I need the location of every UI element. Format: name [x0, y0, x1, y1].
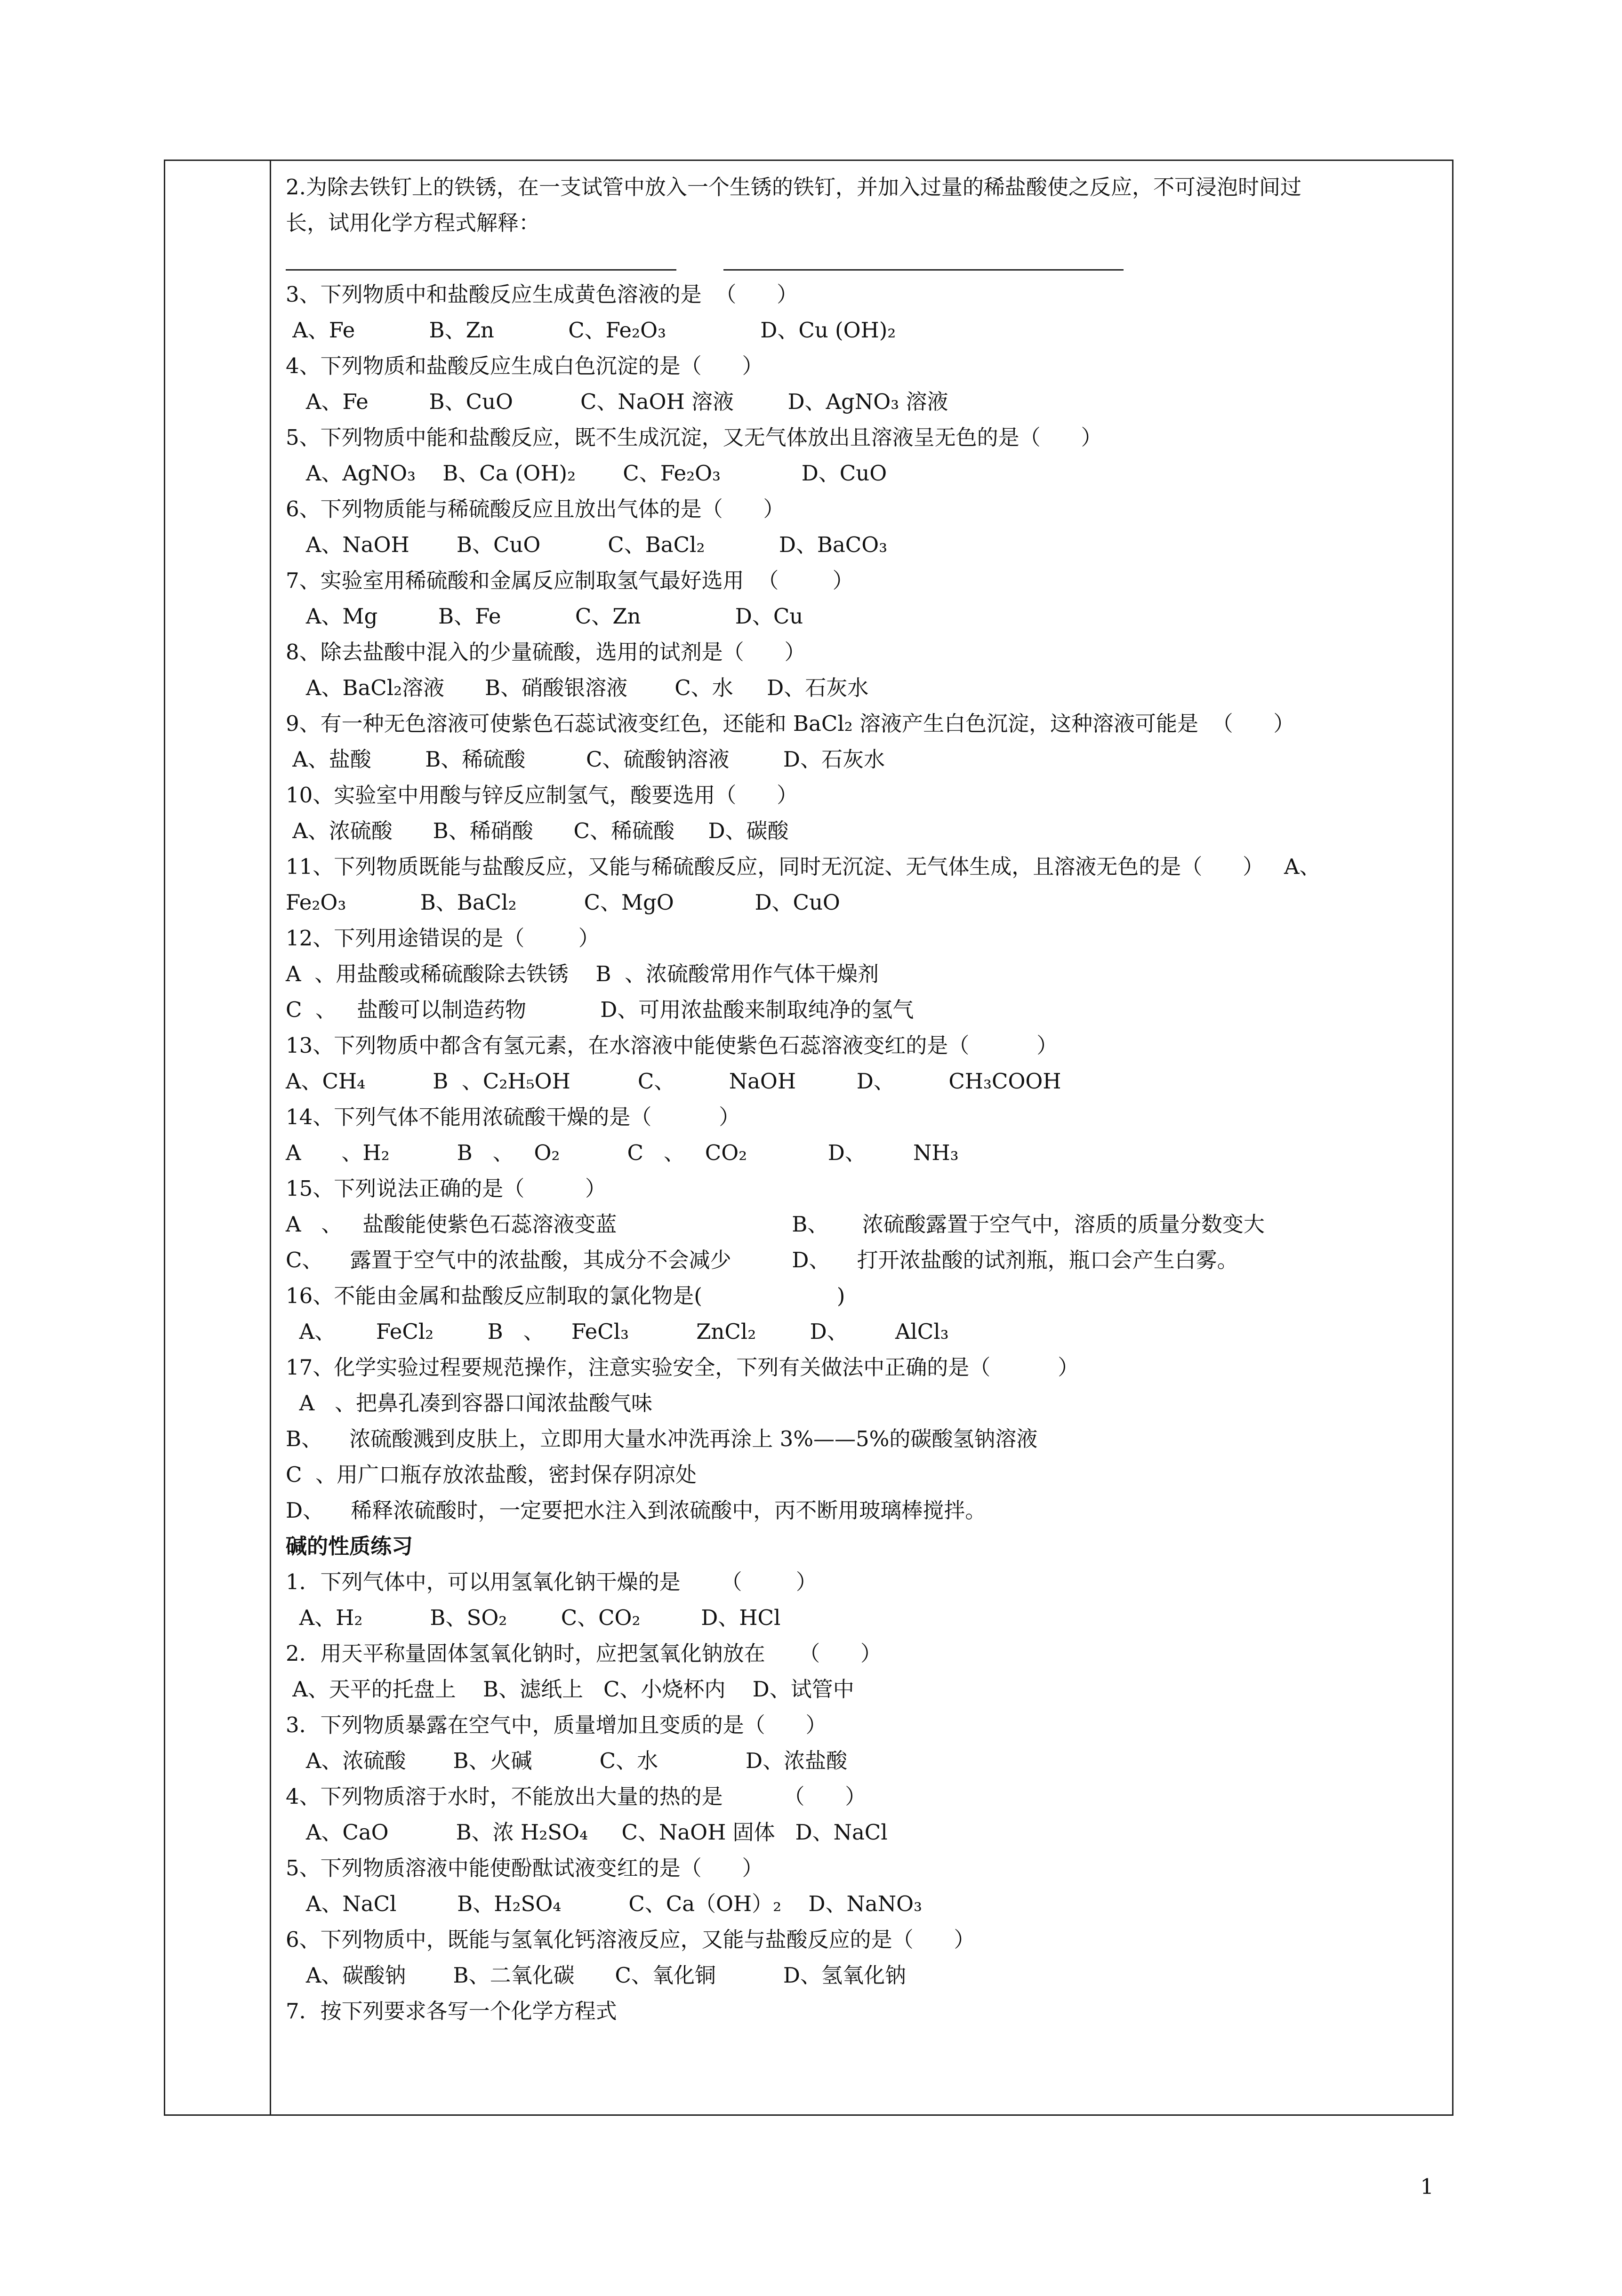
option-line: D、 稀释浓硫酸时，一定要把水注入到浓硫酸中，丙不断用玻璃棒搅拌。: [286, 1498, 987, 1523]
question-line: 1．下列气体中，可以用氢氧化钠干燥的是 （ ）: [286, 1569, 817, 1594]
question-line: 13、下列物质中都含有氢元素，在水溶液中能使紫色石蕊溶液变红的是（ ）: [286, 1033, 1058, 1058]
option-line: C 、 盐酸可以制造药物 D、可用浓盐酸来制取纯净的氢气: [286, 997, 914, 1022]
question-line: 14、下列气体不能用浓硫酸干燥的是（ ）: [286, 1104, 740, 1129]
option-line: A、Mg B、Fe C、Zn D、Cu: [286, 604, 803, 629]
question-line: 3、下列物质中和盐酸反应生成黄色溶液的是 （ ）: [286, 282, 798, 307]
answer-blank[interactable]: [286, 269, 676, 271]
option-line: C、 露置于空气中的浓盐酸，其成分不会减少 D、 打开浓盐酸的试剂瓶，瓶口会产生白雾。: [286, 1248, 1238, 1272]
question-line: 12、下列用途错误的是（ ）: [286, 926, 600, 951]
option-line: A、盐酸 B、稀硫酸 C、硫酸钠溶液 D、石灰水: [286, 747, 885, 772]
question-line: 17、化学实验过程要规范操作，注意实验安全，下列有关做法中正确的是（ ）: [286, 1355, 1079, 1380]
question-line: 2.为除去铁钉上的铁锈，在一支试管中放入一个生锈的铁钉，并加入过量的稀盐酸使之反应，不可浸泡时间过: [286, 175, 1301, 200]
option-line: B、 浓硫酸溅到皮肤上，立即用大量水冲洗再涂上 3%——5%的碳酸氢钠溶液: [286, 1426, 1038, 1451]
option-line: A、Fe B、Zn C、Fe₂O₃ D、Cu (OH)₂: [286, 318, 896, 343]
question-line: 10、实验室中用酸与锌反应制氢气，酸要选用（ ）: [286, 783, 798, 808]
answer-blank-row: [286, 241, 1448, 277]
option-line: A、 FeCl₂ B 、 FeCl₃ ZnCl₂ D、 AlCl₃: [286, 1319, 949, 1344]
option-line: A、CaO B、浓 H₂SO₄ C、NaOH 固体 D、NaCl: [286, 1820, 888, 1845]
option-line: A、Fe B、CuO C、NaOH 溶液 D、AgNO₃ 溶液: [286, 389, 948, 414]
section-heading: 碱的性质练习: [286, 1534, 413, 1559]
option-line: A 、 盐酸能使紫色石蕊溶液变蓝 B、 浓硫酸露置于空气中，溶质的质量分数变大: [286, 1212, 1265, 1237]
option-line: A、浓硫酸 B、火碱 C、水 D、浓盐酸: [286, 1748, 848, 1773]
option-line: Fe₂O₃ B、BaCl₂ C、MgO D、CuO: [286, 890, 840, 915]
option-line: C 、用广口瓶存放浓盐酸，密封保存阴凉处: [286, 1462, 697, 1487]
option-line: A、CH₄ B 、C₂H₅OH C、 NaOH D、 CH₃COOH: [286, 1069, 1061, 1094]
question-line: 7、实验室用稀硫酸和金属反应制取氢气最好选用 （ ）: [286, 568, 854, 593]
option-line: A、AgNO₃ B、Ca (OH)₂ C、Fe₂O₃ D、CuO: [286, 461, 887, 486]
option-line: A 、用盐酸或稀硫酸除去铁锈 B 、浓硫酸常用作气体干燥剂: [286, 961, 879, 986]
option-line: A 、H₂ B 、 O₂ C 、 CO₂ D、 NH₃: [286, 1140, 959, 1165]
option-line: A、BaCl₂溶液 B、硝酸银溶液 C、水 D、石灰水: [286, 675, 869, 700]
worksheet-table: [164, 160, 1453, 2116]
question-line: 6、下列物质中，既能与氢氧化钙溶液反应，又能与盐酸反应的是（ ）: [286, 1927, 975, 1952]
question-line: 7．按下列要求各写一个化学方程式: [286, 1999, 617, 2024]
question-line: 3．下列物质暴露在空气中，质量增加且变质的是（ ）: [286, 1712, 827, 1737]
option-line: A、碳酸钠 B、二氧化碳 C、氧化铜 D、氢氧化钠: [286, 1963, 906, 1988]
option-line: A、NaCl B、H₂SO₄ C、Ca（OH）₂ D、NaNO₃: [286, 1891, 922, 1916]
question-line: 15、下列说法正确的是（ ）: [286, 1176, 606, 1201]
question-content: [286, 169, 1448, 2029]
question-line: 2．用天平称量固体氢氧化钠时，应把氢氧化钠放在 （ ）: [286, 1641, 882, 1666]
answer-blank[interactable]: [723, 269, 1124, 271]
question-line: 长，试用化学方程式解释：: [286, 210, 540, 235]
question-line: 16、不能由金属和盐酸反应制取的氯化物是( ): [286, 1283, 845, 1308]
option-line: A、H₂ B、SO₂ C、CO₂ D、HCl: [286, 1605, 781, 1630]
left-column: [165, 161, 271, 2114]
question-line: 8、除去盐酸中混入的少量硫酸，选用的试剂是（ ）: [286, 640, 806, 664]
question-line: 4、下列物质和盐酸反应生成白色沉淀的是（ ）: [286, 353, 763, 378]
option-line: A、NaOH B、CuO C、BaCl₂ D、BaCO₃: [286, 532, 888, 557]
option-line: A、浓硫酸 B、稀硝酸 C、稀硫酸 D、碳酸: [286, 818, 789, 843]
question-line: 9、有一种无色溶液可使紫色石蕊试液变红色，还能和 BaCl₂ 溶液产生白色沉淀，这种溶液可能是 （ ）: [286, 711, 1295, 736]
option-line: A、天平的托盘上 B、滤纸上 C、小烧杯内 D、试管中: [286, 1677, 854, 1702]
option-line: A 、把鼻孔凑到容器口闻浓盐酸气味: [286, 1391, 653, 1416]
question-line: 5、下列物质溶液中能使酚酞试液变红的是（ ）: [286, 1856, 763, 1880]
question-line: 11、下列物质既能与盐酸反应，又能与稀硫酸反应，同时无沉淀、无气体生成，且溶液无色的是（ ） A、: [286, 854, 1321, 879]
question-line: 5、下列物质中能和盐酸反应，既不生成沉淀，又无气体放出且溶液呈无色的是（ ）: [286, 425, 1102, 450]
question-line: 6、下列物质能与稀硫酸反应且放出气体的是（ ）: [286, 496, 785, 521]
page-number: 1: [1420, 2174, 1434, 2199]
question-line: 4、下列物质溶于水时，不能放出大量的热的是 （ ）: [286, 1784, 867, 1809]
